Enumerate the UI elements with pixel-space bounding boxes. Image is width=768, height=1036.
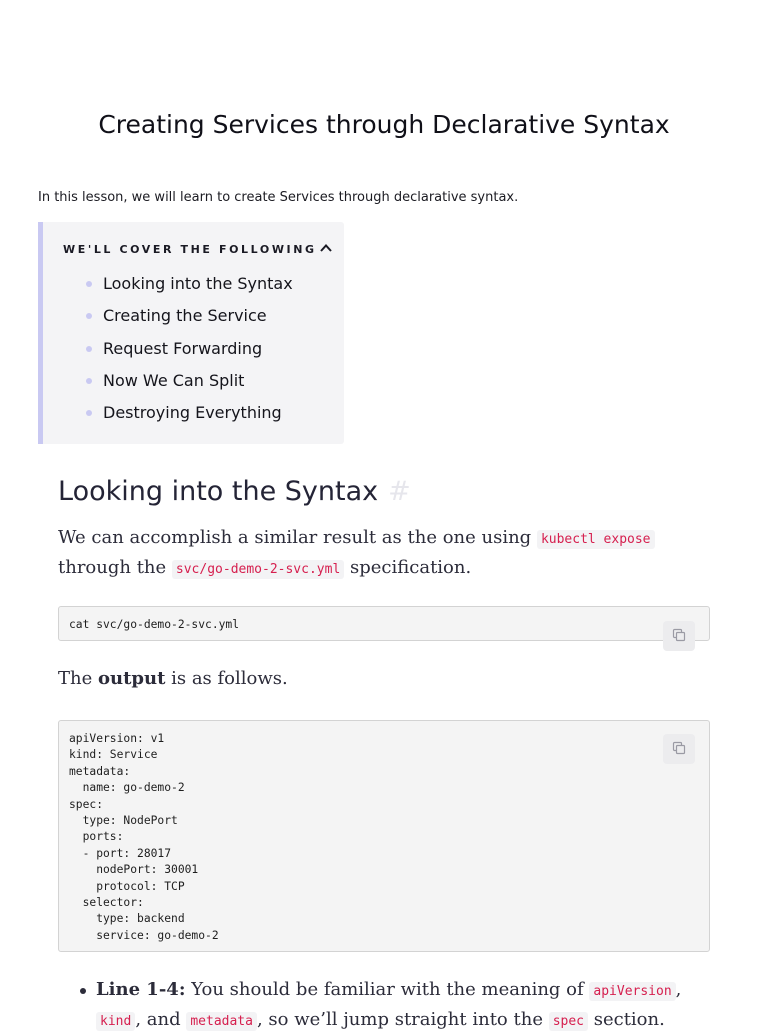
line-explanation-list	[58, 976, 718, 1036]
output-code-block	[58, 720, 710, 952]
command-code-block	[58, 606, 710, 641]
text: specification.	[344, 557, 472, 578]
table-of-contents	[38, 222, 344, 444]
text: through the	[58, 557, 172, 578]
text: You should be familiar with the meaning of	[185, 979, 590, 1000]
output-intro-paragraph	[58, 665, 718, 693]
toc-item-label[interactable]: Now We Can Split	[103, 370, 245, 390]
toc-toggle[interactable]	[63, 242, 333, 256]
toc-item-creating-the-service[interactable]	[103, 304, 293, 336]
section-heading	[58, 476, 411, 507]
line-label: Line 1-4:	[96, 979, 186, 1000]
copy-icon	[672, 627, 686, 646]
toc-item-now-we-can-split[interactable]	[103, 369, 293, 401]
toc-item-destroying-everything[interactable]	[103, 401, 293, 433]
anchor-link[interactable]: #	[388, 476, 411, 507]
toc-item-looking-into-the-syntax[interactable]	[103, 272, 293, 304]
text: We can accomplish a similar result as the one using	[58, 527, 537, 548]
section-heading-text: Looking into the Syntax	[58, 476, 379, 507]
text: , so we’ll jump straight into the	[256, 1009, 549, 1030]
bullet	[86, 346, 92, 352]
toc-item-label[interactable]: Looking into the Syntax	[103, 274, 293, 293]
list-item	[58, 976, 718, 1036]
text: and	[141, 1009, 187, 1030]
copy-command-button[interactable]	[663, 621, 695, 651]
inline-code-kind: kind	[96, 1012, 135, 1031]
chevron-up-icon[interactable]	[319, 241, 333, 255]
bullet	[86, 410, 92, 416]
bullet	[86, 313, 92, 319]
text: The	[58, 668, 98, 689]
bullet	[86, 378, 92, 384]
copy-icon	[672, 740, 686, 759]
toc-item-label[interactable]: Request Forwarding	[103, 338, 263, 358]
toc-header-label: WE'LL COVER THE FOLLOWING	[63, 242, 317, 256]
inline-code-kubectl-expose: kubectl expose	[537, 530, 655, 549]
bold-output: output	[97, 668, 166, 689]
bullet	[86, 281, 92, 287]
text: is as follows.	[165, 668, 288, 689]
toc-item-request-forwarding[interactable]	[103, 337, 293, 369]
lesson-intro: In this lesson, we will learn to create Services through declarative syntax.	[38, 190, 519, 205]
text: ,	[135, 1009, 142, 1030]
copy-output-button[interactable]	[663, 734, 695, 764]
toc-item-label[interactable]: Destroying Everything	[103, 403, 282, 423]
command-code[interactable]: cat svc/go-demo-2-svc.yml	[69, 618, 240, 631]
toc-item-label[interactable]: Creating the Service	[103, 306, 267, 326]
inline-code-spec: spec	[549, 1012, 588, 1031]
inline-code-svc-file: svc/go-demo-2-svc.yml	[172, 560, 344, 579]
inline-code-metadata: metadata	[186, 1012, 257, 1031]
bullet	[80, 988, 86, 994]
text: section.	[588, 1009, 665, 1030]
toc-list	[103, 272, 293, 433]
page-title: Creating Services through Declarative Syntax	[98, 110, 670, 139]
inline-code-apiversion: apiVersion	[589, 982, 675, 1001]
text: ,	[675, 979, 682, 1000]
output-code[interactable]: apiVersion: v1 kind: Service metadata: name: go-demo-2 spec: type: NodePort ports: - port: 28017 nodePort: 30001 protocol: TCP selector: type: backend service: go-demo-2	[69, 732, 219, 942]
intro-paragraph	[58, 524, 718, 584]
